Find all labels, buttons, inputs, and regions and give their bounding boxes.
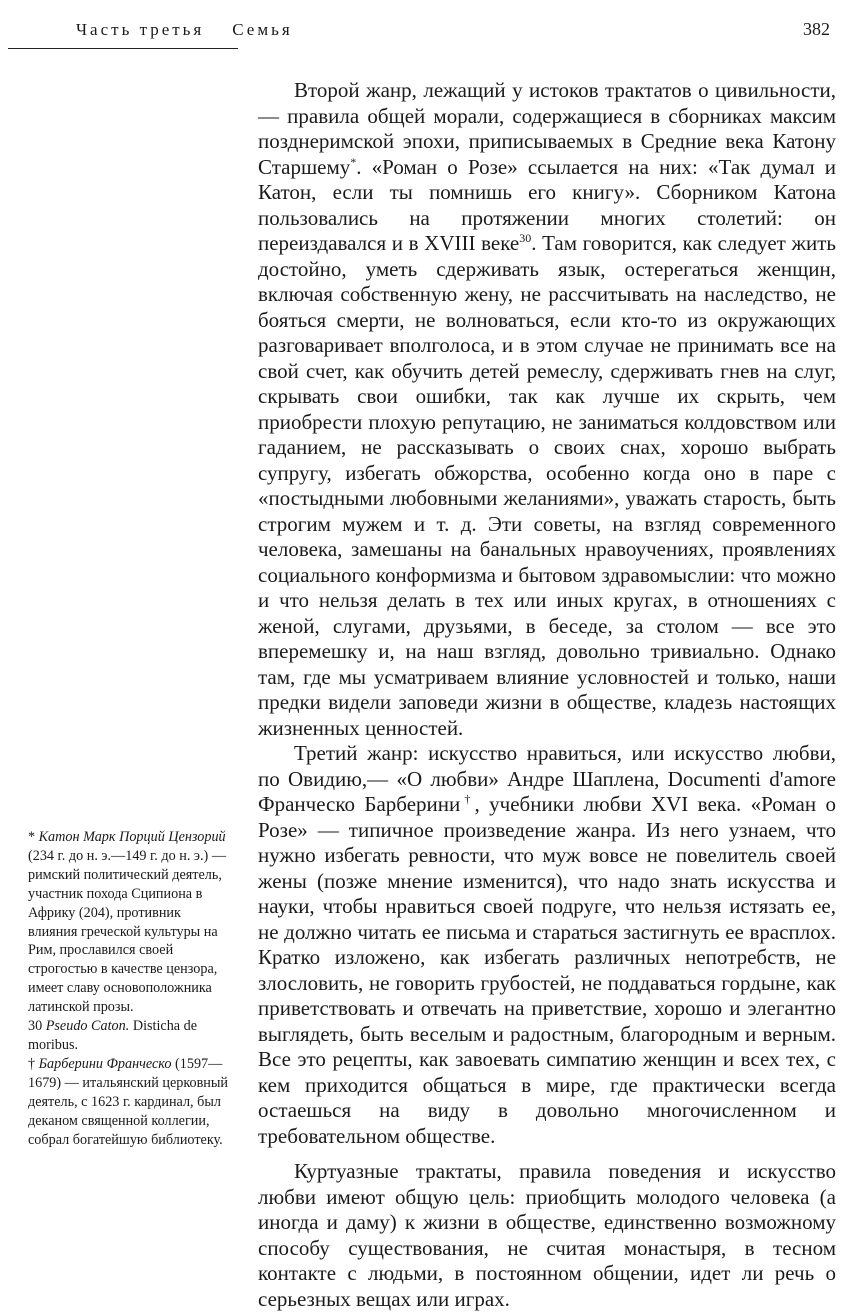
margin-note-30 xyxy=(28,1017,233,1055)
main-text xyxy=(258,78,836,1312)
note-mark: † xyxy=(28,1055,39,1072)
footnote-ref-dagger[interactable]: † xyxy=(460,792,475,806)
paragraph-text: . «Роман о Розе» ссылается на них: «Так думал и Катон, если ты помнишь его книгу». Сборником Катона пользовались на протяжении многих столетий: он переиздавался и в XVIII веке xyxy=(258,154,836,255)
paragraph-text: Второй жанр, лежащий у истоков трактатов о цивильности,— правила общей морали, содержащиеся в сборниках максим позднеримской эпохи, приписываемых в Средние века Катону Старшему xyxy=(258,78,836,179)
note-text: Disticha de moribus. xyxy=(28,1018,198,1053)
margin-notes xyxy=(28,828,233,1149)
margin-note-cato xyxy=(28,828,233,1017)
note-name: Барберини Франческо xyxy=(38,1055,172,1072)
note-name: Катон Марк Порций Цензорий xyxy=(38,829,226,845)
paragraph-courtly-treatises xyxy=(258,1159,836,1312)
note-text: (1597—1679) — итальянский церковный деятель, с 1623 г. кардинал, был деканом священной коллегии, собрал богатейшую библиотеку. xyxy=(28,1055,229,1148)
paragraph-text: Куртуазные трактаты, правила поведения и искусство любви имеют общую цель: приобщить молодого человека (а иногда и даму) к жизни в обществе, единственно возможному способу существования, не считая монастыря, в тесном контакте с людьми, в постоянном общении, идет ли речь о серьезных вещах или играх. xyxy=(258,1159,836,1311)
margin-note-barberini xyxy=(28,1055,233,1150)
paragraph-text: . Там говорится, как следует жить достойно, уметь сдерживать язык, остерегаться женщин, включая собственную жену, не рассчитывать на наследство, не бояться смерти, не волноваться, если кто-то из окружающих разговаривает вполголоса, и в этом случае не принимать все на свой счет, как обучить детей ремеслу, сдерживать гнев на слуг, скрывать свои ошибки, так как лучше их скрыть, чем приобрести плохую репутацию, не заниматься колдовством или гаданием, не рассказывать о своих снах, хорошо выбрать супругу, избегать обжорства, особенно когда оно в паре с «постыдными любовными желаниями», уважать старость, быть строгим мужем и т. д. Эти советы, на взгляд современного человека, замешаны на банальных нравоучениях, проявлениях социального конформизма и бытовом здравомыслии: что можно и что нельзя делать в тех или иных кругах, в отношениях с женой, слугами, друзьями, в беседе, за столом — все это вперемешку и, на наш взгляд, довольно тривиально. Однако там, где мы усматриваем влияние условностей и только, наши предки видели заповеди жизни в обществе, кладезь настоящих жизненных ценностей. xyxy=(258,231,836,740)
paragraph-text: , учебники любви XVI века. «Роман о Розе» — типичное произведение жанра. Из него узнаем, что нужно избегать ревности, что муж вовсе не повелитель своей жены (позже мнение изменится), что надо знать искусства и науки, чтобы нравиться своей подруге, что нельзя истязать ее, не должно читать ее письма и стараться застигнуть ее врасплох. Кратко изложено, как избегать различных непотребств, не злословить, не говорить грубостей, не поддаваться гордыне, как приветствовать и отвечать на приветствие, хорошо и элегантно выглядеть, быть веселым и радостным, благородным и верным. Все это рецепты, как завоевать симпатию женщин и всех тех, с кем приходится общаться в мире, где практически всегда остаешься на виду в довольно многочисленном и требовательном обществе. xyxy=(258,792,836,1148)
note-name: Pseudo Caton. xyxy=(45,1018,130,1035)
running-head xyxy=(76,20,293,40)
page-header xyxy=(0,0,854,50)
note-mark: 30 xyxy=(28,1018,46,1035)
paragraph-second-genre xyxy=(258,78,836,741)
running-head-part: Часть третья xyxy=(76,20,205,39)
note-mark: * xyxy=(28,829,39,845)
header-rule xyxy=(8,48,238,49)
note-text: (234 г. до н. э.—149 г. до н. э.) — римский политический деятель, участник похода Сципиона в Африку (204), противник влияния греческой культуры на Рим, прославился своей строгостью в качестве цензора, имеет славу основоположника латинской прозы. xyxy=(28,847,227,1016)
paragraph-third-genre xyxy=(258,741,836,1149)
page-number: 382 xyxy=(803,19,830,39)
running-head-chapter: Семья xyxy=(232,20,293,39)
footnote-ref-30[interactable]: 30 xyxy=(519,231,532,245)
footnote-ref-asterisk[interactable]: * xyxy=(350,154,357,169)
paragraph-text: Третий жанр: искусство нравиться, или искусство любви, по Овидию,— «О любви» Андре Шаплена, Documenti d'amore Франческо Барберини xyxy=(258,741,836,816)
